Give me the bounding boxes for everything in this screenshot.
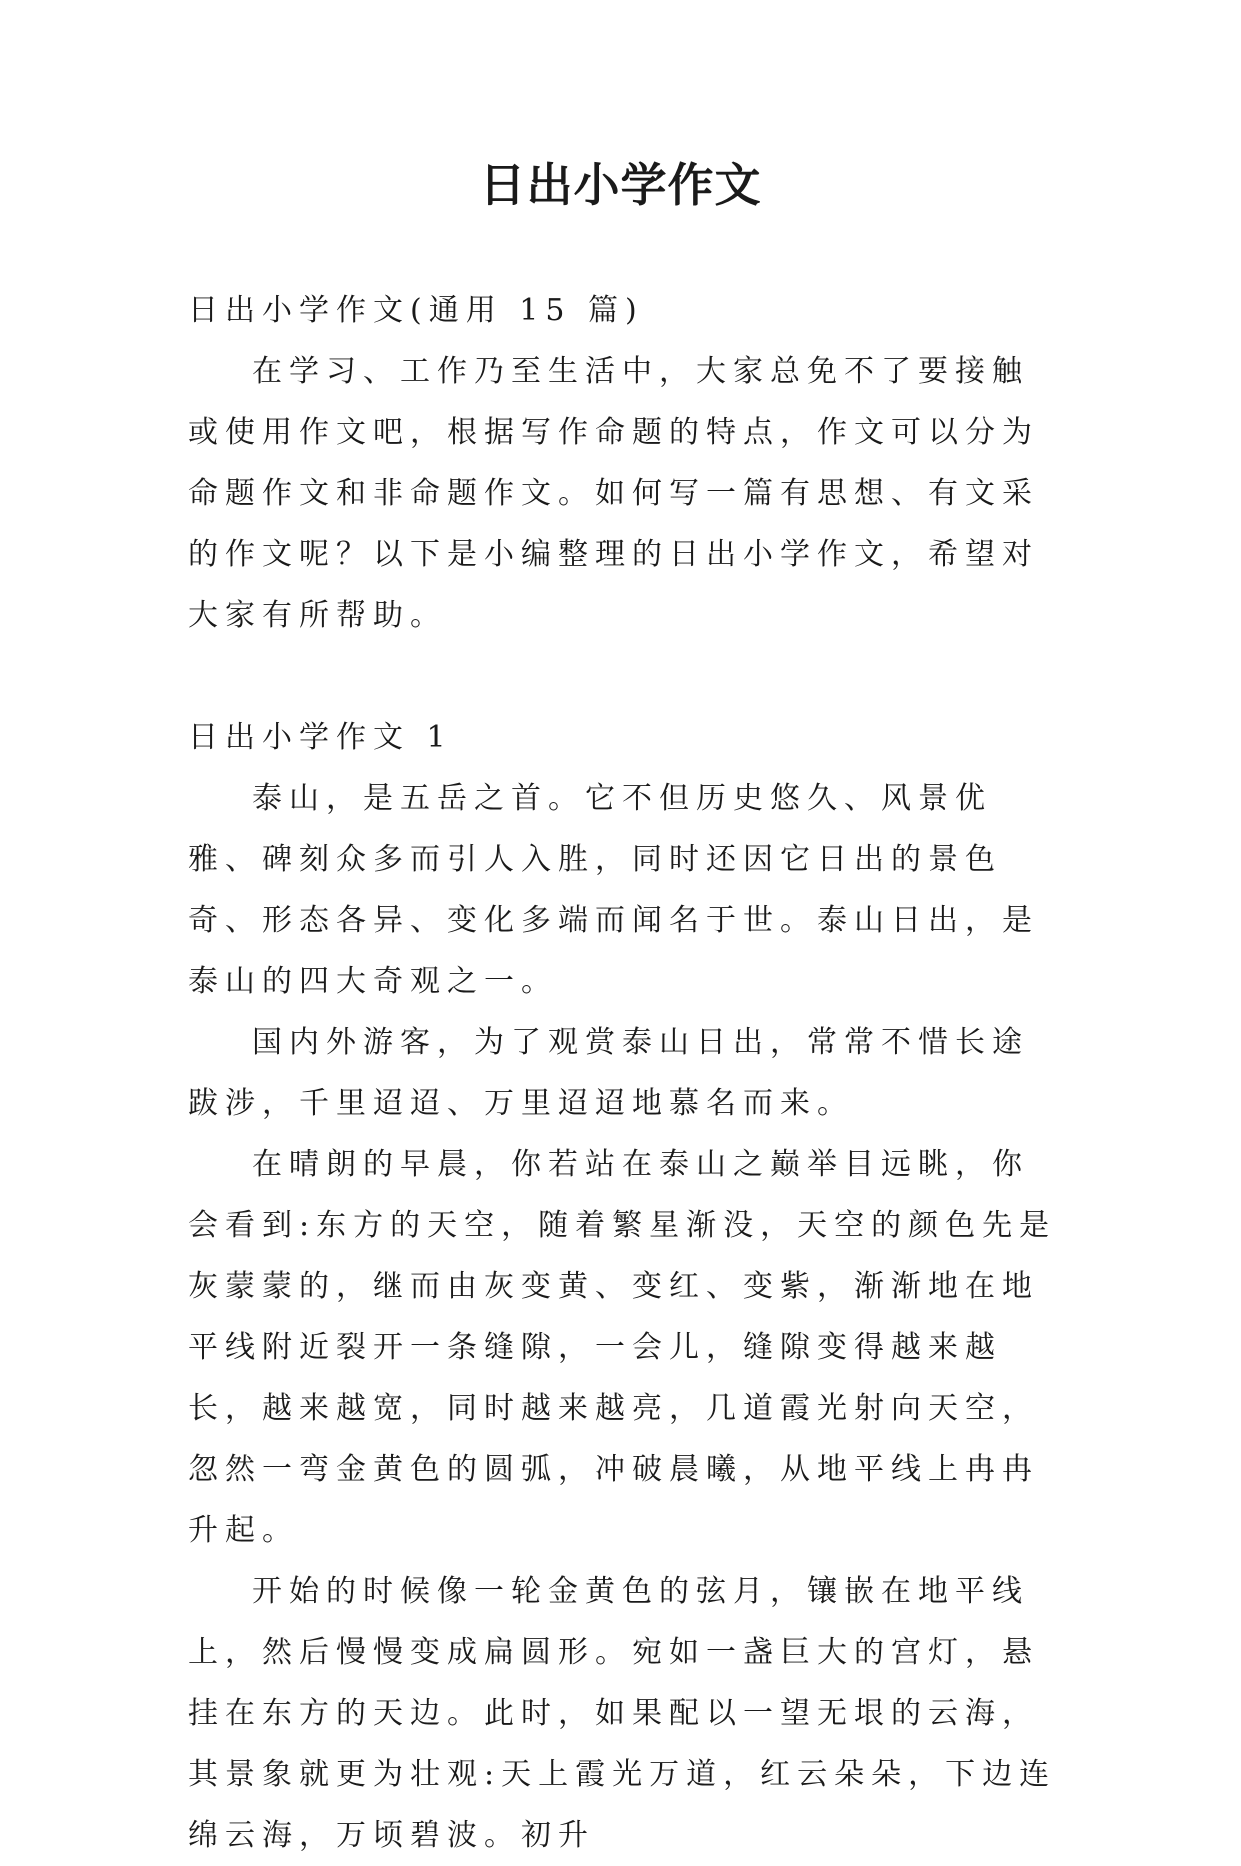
section-paragraph-3: 在晴朗的早晨，你若站在泰山之巅举目远眺，你会看到:东方的天空，随着繁星渐没，天空的颜色先是灰蒙蒙的，继而由灰变黄、变红、变紫，渐渐地在地平线附近裂开一条缝隙，一会儿，缝隙变得越来越长，越来越宽，同时越来越亮，几道霞光射向天空，忽然一弯金黄色的圆弧，冲破晨曦，从地平线上冉冉升起。 (188, 1147, 1057, 1548)
section-paragraph-1: 泰山，是五岳之首。它不但历史悠久、风景优雅、碑刻众多而引人入胜，同时还因它日出的景色奇、形态各异、变化多端而闻名于世。泰山日出，是泰山的四大奇观之一。 (188, 781, 1039, 999)
intro-paragraph: 在学习、工作乃至生活中，大家总免不了要接触或使用作文吧，根据写作命题的特点，作文可以分为命题作文和非命题作文。如何写一篇有思想、有文采的作文呢？以下是小编整理的日出小学作文，希望对大家有所帮助。 (188, 354, 1039, 633)
document-title: 日出小学作文 (479, 158, 762, 212)
section-spacer (188, 646, 1058, 707)
section-heading: 日出小学作文 1 (188, 720, 453, 755)
document-subtitle: 日出小学作文(通用 15 篇) (188, 293, 644, 328)
section-paragraph-2: 国内外游客，为了观赏泰山日出，常常不惜长途跋涉，千里迢迢、万里迢迢地慕名而来。 (188, 1025, 1029, 1121)
section-paragraph-4: 开始的时候像一轮金黄色的弦月，镶嵌在地平线上，然后慢慢变成扁圆形。宛如一盏巨大的宫灯，悬挂在东方的天边。此时，如果配以一望无垠的云海，其景象就更为壮观:天上霞光万道，红云朵朵，下边连绵云海，万顷碧波。初升 (188, 1574, 1057, 1853)
document-body (188, 280, 1058, 1866)
